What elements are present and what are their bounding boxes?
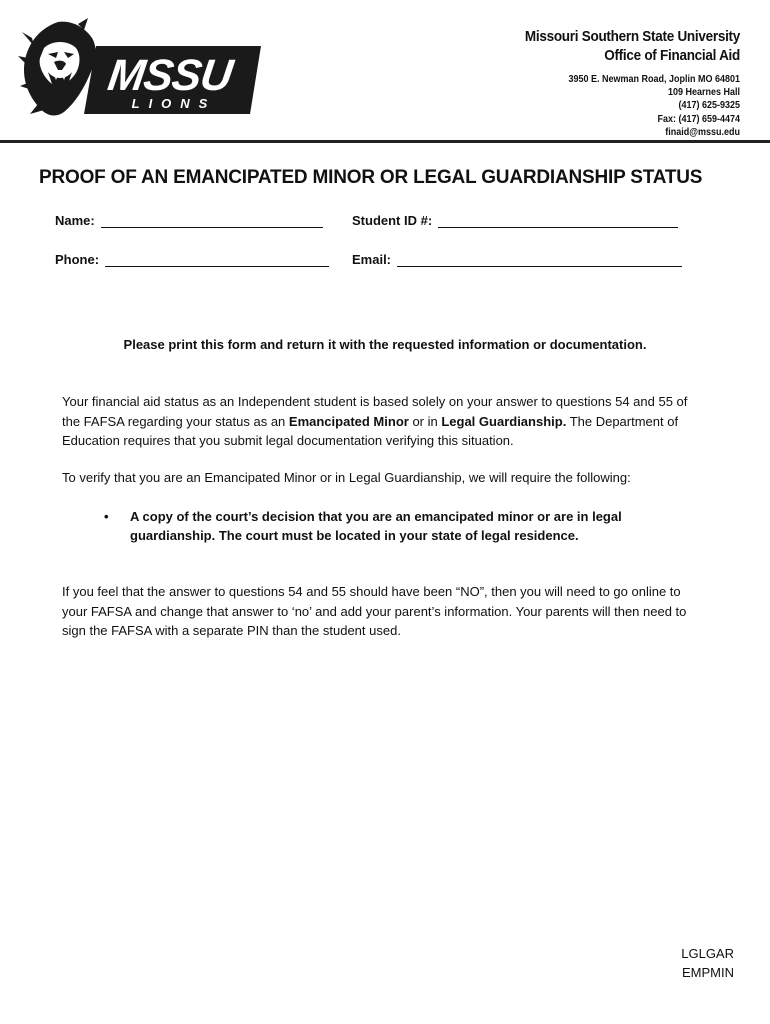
email-line: finaid@mssu.edu [665,127,740,139]
email-label: Email: [352,252,392,267]
address-line: 109 Hearnes Hall [667,86,740,98]
verify-paragraph: To verify that you are an Emancipated Minor or in Legal Guardianship, we will require the following: [62,470,631,485]
print-instruction: Please print this form and return it with the requested information or documentation. [123,337,647,352]
name-field[interactable] [55,213,323,228]
phone-field[interactable] [55,252,329,267]
status-paragraph [62,392,702,451]
status-text: or in [408,413,442,429]
fax-line: Fax: (417) 659-4474 [657,113,740,125]
university-header [501,28,740,140]
contact-address [525,73,740,140]
university-name: Missouri Southern State University [524,28,740,45]
name-blank-line[interactable] [101,213,323,228]
requirement-list-item [104,507,624,545]
office-name: Office of Financial Aid [604,47,740,65]
form-code: LGLGAR [681,946,734,961]
requirement-text: A copy of the court’s decision that you are an emancipated minor or are in legal guardianship. The court must be located in your state of legal residence. [130,509,622,543]
logo-sub-wordmark: LIONS [131,96,217,111]
mssu-lions-logo [18,18,263,122]
phone-line: (417) 625-9325 [678,100,740,112]
phone-label: Phone: [55,252,100,267]
email-blank-line[interactable] [397,252,682,267]
student-id-blank-line[interactable] [438,213,678,228]
fafsa-correction-paragraph: If you feel that the answer to questions 54 and 55 should have been “NO”, then you will need to go online to your FAFSA and change that answer to ‘no’ and add your parent’s information. Your parents will then need to sign the FAFSA with a separate PIN than the student used. [62,584,687,638]
legal-guardianship-term: Legal Guardianship. [441,413,567,429]
student-id-field[interactable] [352,213,678,228]
student-id-label: Student ID #: [352,213,433,228]
logo-wordmark: MSSU [104,51,235,100]
address-line: 3950 E. Newman Road, Joplin MO 64801 [568,73,740,85]
phone-blank-line[interactable] [105,252,329,267]
status-text: Your financial aid status as an Independent student is based solely on your answer to questions 54 and 55 of the FAFSA regarding your status as an [62,394,688,429]
status-text: The Department of Education requires that you submit legal documentation verifying this situation. [62,413,679,448]
email-field[interactable] [352,252,682,267]
form-title: PROOF OF AN EMANCIPATED MINOR OR LEGAL GUARDIANSHIP STATUS [39,167,703,188]
bullet-icon: • [104,509,109,524]
form-codes [681,944,734,982]
form-code: EMPMIN [682,965,734,980]
name-label: Name: [55,213,95,228]
emancipated-minor-term: Emancipated Minor [288,413,409,429]
header-divider [0,140,770,143]
